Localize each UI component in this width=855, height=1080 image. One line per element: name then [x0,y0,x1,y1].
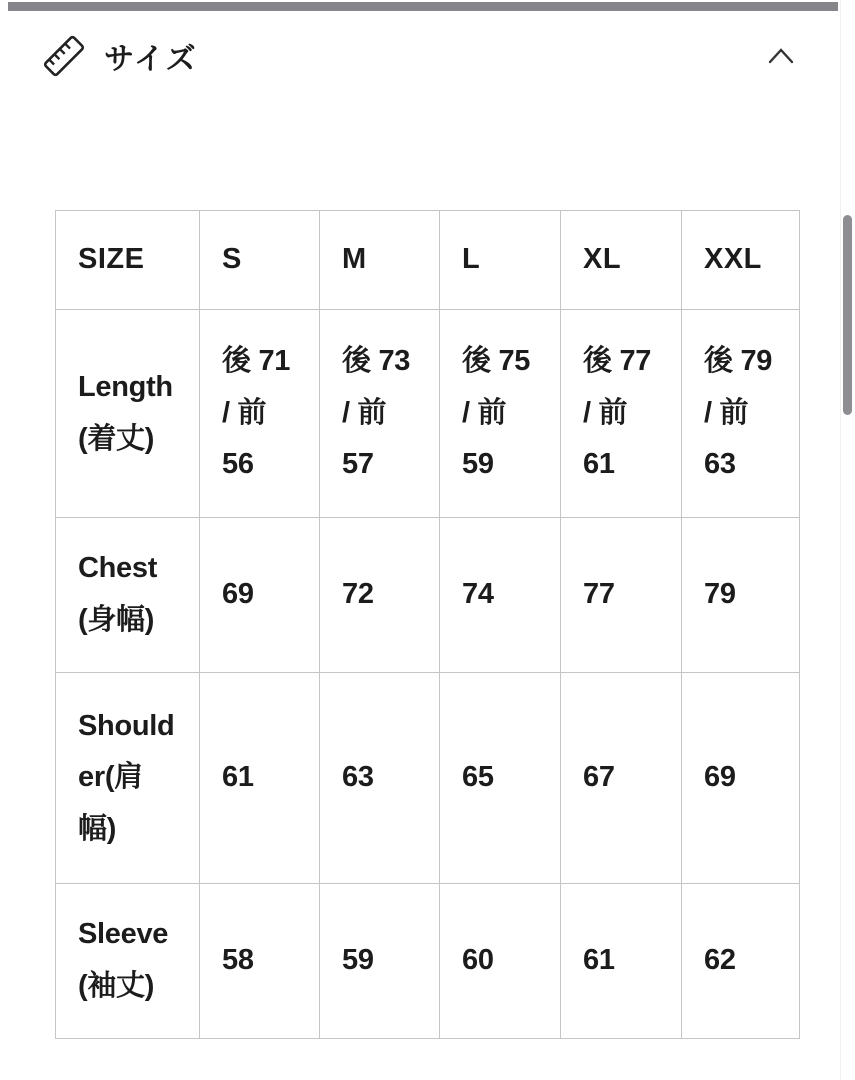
table-cell: 後 71 / 前 56 [200,310,320,518]
row-label-sleeve: Sleeve(袖丈) [56,884,200,1039]
column-header-xl: XL [561,211,682,310]
table-cell: 74 [440,518,561,673]
ruler-icon [40,32,88,80]
table-cell: 77 [561,518,682,673]
table-cell: 60 [440,884,561,1039]
table-cell: 後 77 / 前 61 [561,310,682,518]
table-cell: 69 [682,673,800,884]
table-cell: 後 79 / 前 63 [682,310,800,518]
column-header-xxl: XXL [682,211,800,310]
size-chart-table [55,210,800,1039]
table-cell: 69 [200,518,320,673]
table-cell: 61 [200,673,320,884]
table-row-sleeve [56,884,800,1039]
table-cell: 後 73 / 前 57 [320,310,440,518]
table-cell: 59 [320,884,440,1039]
column-header-m: M [320,211,440,310]
size-accordion-header[interactable] [40,31,802,81]
table-cell: 79 [682,518,800,673]
table-cell: 67 [561,673,682,884]
table-cell: 62 [682,884,800,1039]
table-cell: 72 [320,518,440,673]
column-header-s: S [200,211,320,310]
table-cell: 後 75 / 前 59 [440,310,561,518]
row-label-length: Length(着丈) [56,310,200,518]
table-row-shoulder [56,673,800,884]
section-title: サイズ [104,43,198,76]
table-header-row [56,211,800,310]
table-cell: 58 [200,884,320,1039]
table-cell: 65 [440,673,561,884]
chevron-up-icon[interactable] [766,44,796,68]
scrollbar-thumb[interactable] [843,215,852,415]
table-cell: 63 [320,673,440,884]
row-label-shoulder: Shoulder(肩幅) [56,673,200,884]
table-cell: 61 [561,884,682,1039]
table-row-chest [56,518,800,673]
top-divider-bar [8,2,838,11]
row-label-chest: Chest(身幅) [56,518,200,673]
table-row-length [56,310,800,518]
scrollbar-track[interactable] [840,0,855,1080]
column-header-size: SIZE [56,211,200,310]
column-header-l: L [440,211,561,310]
